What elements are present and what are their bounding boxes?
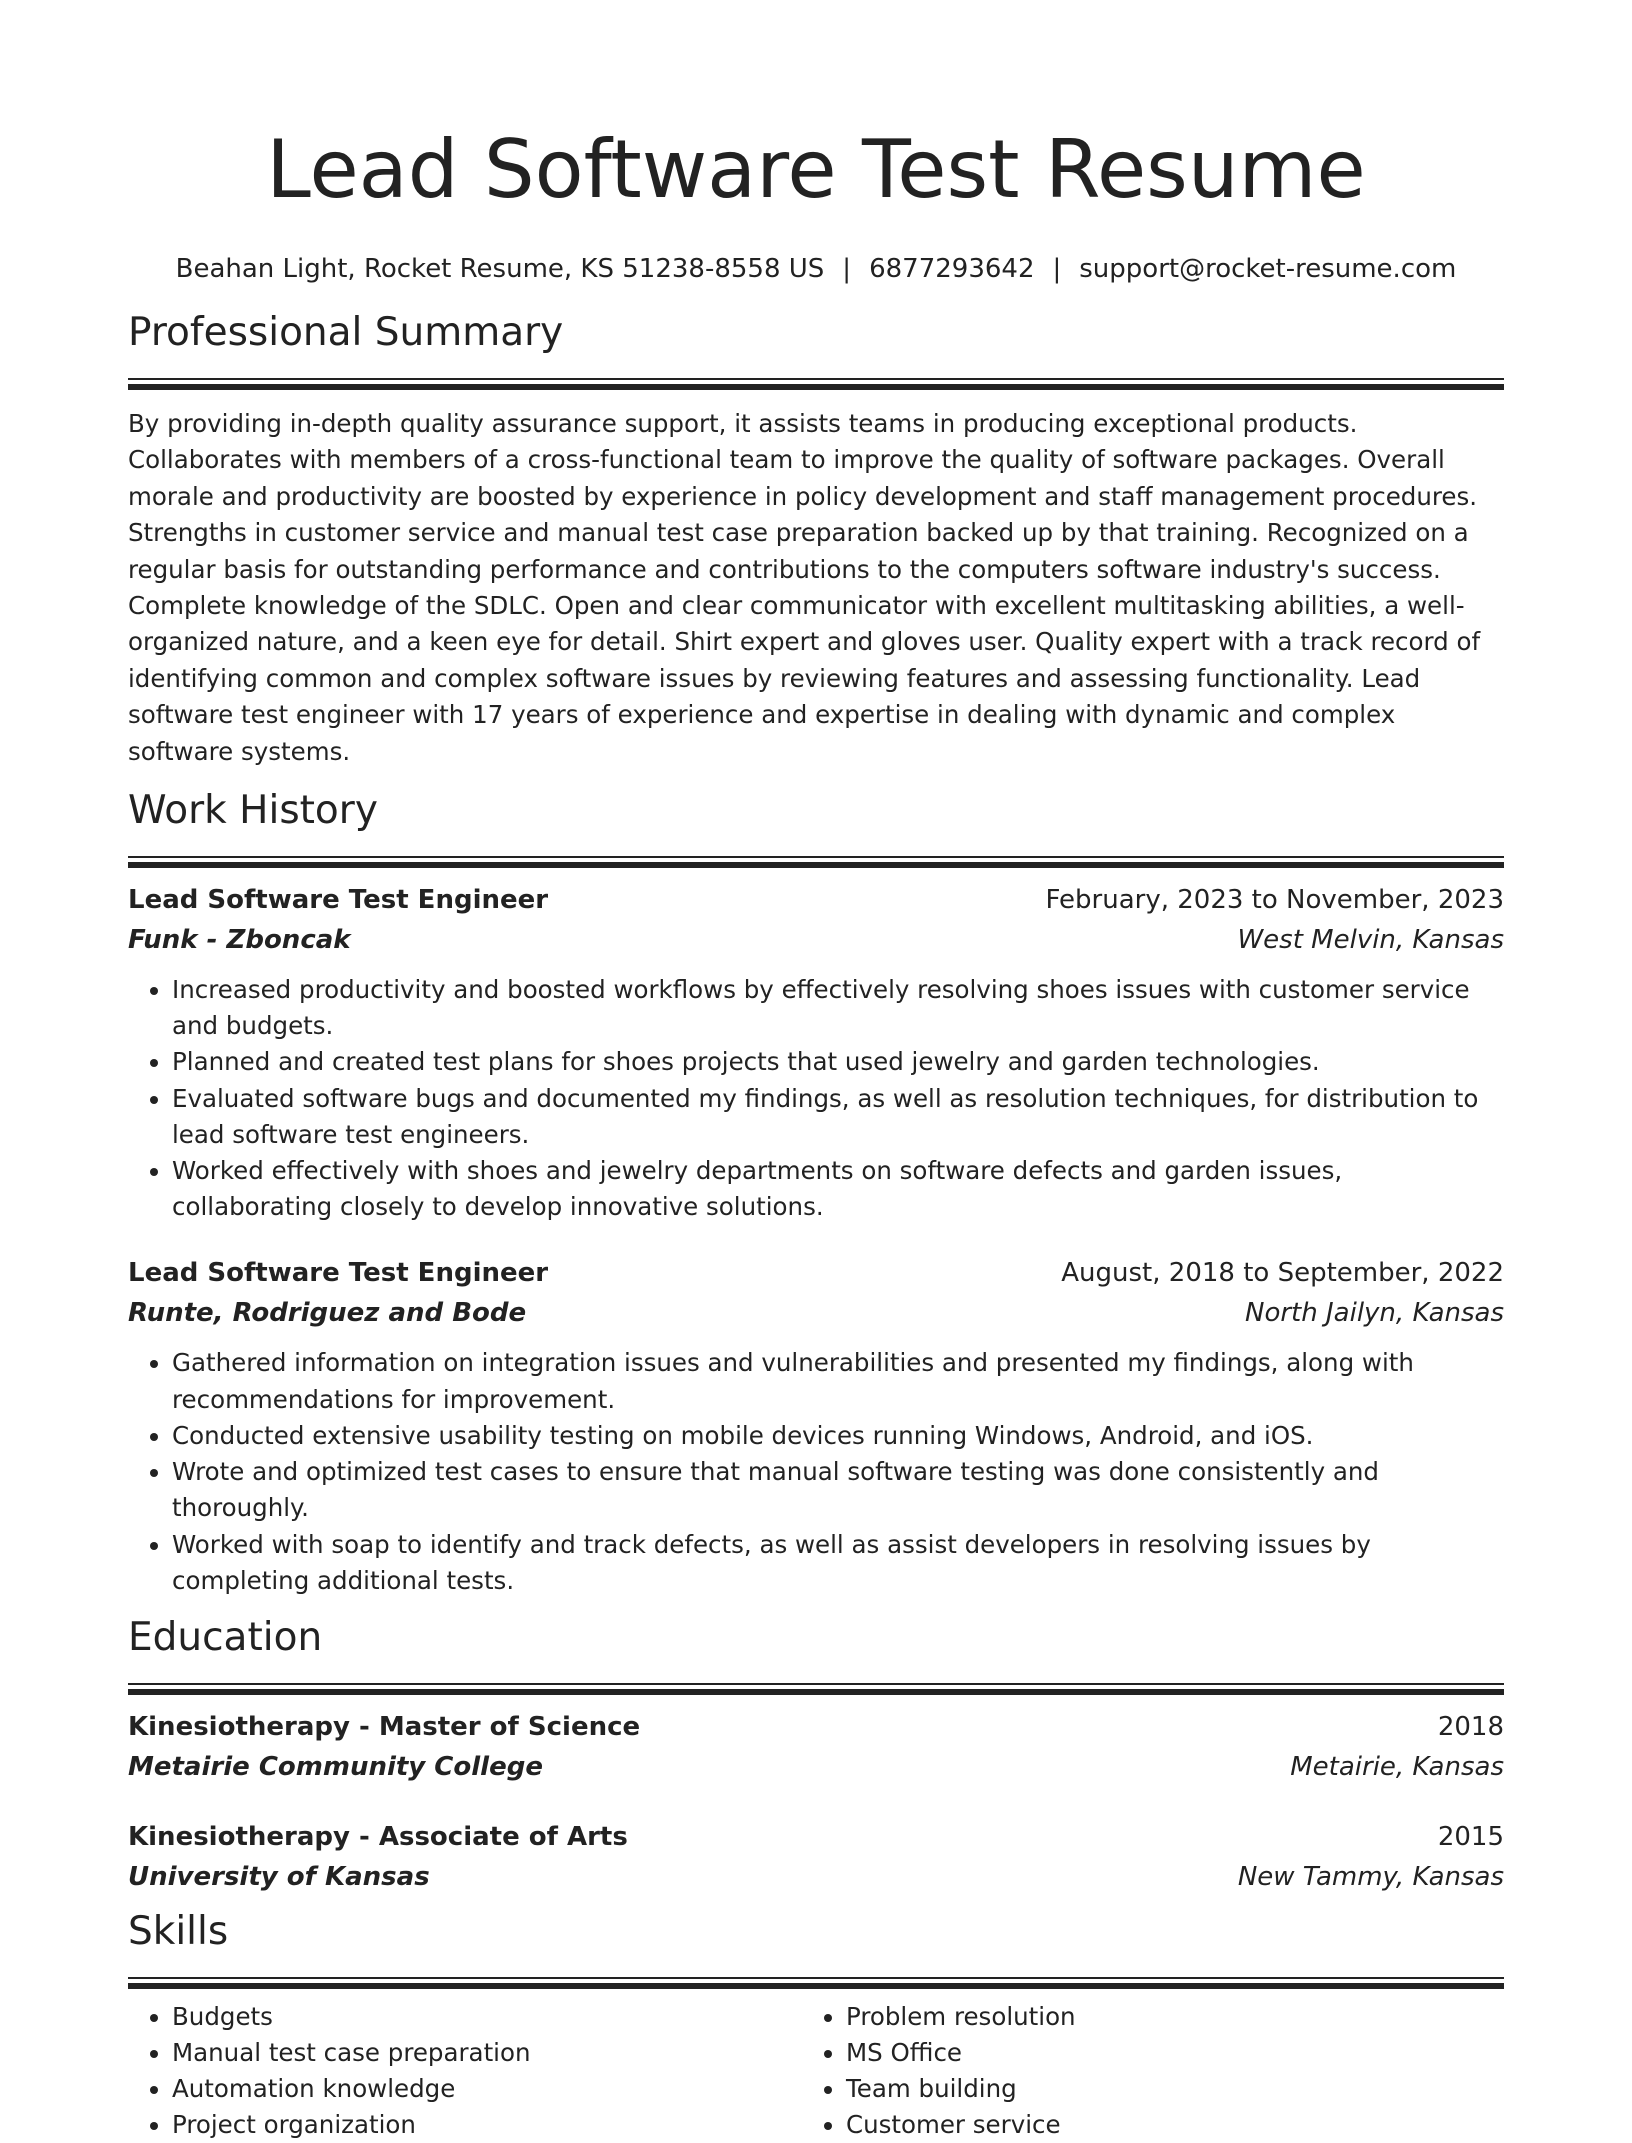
education-entry: [128, 1707, 1504, 1787]
skills-section: [128, 1907, 1504, 2143]
job-company: Funk - Zboncak: [128, 925, 351, 956]
contact-email: support@rocket-resume.com: [1079, 254, 1457, 284]
skill-item: • Team building: [846, 2071, 1446, 2107]
list-item: • Conducted extensive usability testing on mobile devices running Windows, Android, and iOS.: [172, 1418, 1504, 1454]
job-location: West Melvin, Kansas: [1237, 925, 1504, 956]
contact-address: Beahan Light, Rocket Resume, KS 51238-8558 US: [175, 254, 825, 284]
skill-item: • Problem resolution: [846, 1999, 1446, 2035]
job-entry: [128, 880, 1504, 1225]
section-divider: [128, 1977, 1504, 1989]
job-company: Runte, Rodriguez and Bode: [128, 1298, 527, 1329]
skill-item: • Automation knowledge: [172, 2071, 802, 2107]
education-degree: Kinesiotherapy - Associate of Arts: [128, 1821, 628, 1852]
job-header-row: [128, 880, 1504, 920]
job-company-row: [128, 920, 1504, 960]
contact-line: [128, 252, 1504, 286]
section-heading-education: Education: [128, 1614, 323, 1660]
job-title: Lead Software Test Engineer: [128, 885, 549, 916]
summary-section: [128, 308, 1504, 770]
skill-item: • Manual test case preparation: [172, 2035, 802, 2071]
skills-list-left: [128, 1999, 802, 2143]
skill-item: • Project organization: [172, 2107, 802, 2143]
education-location: New Tammy, Kansas: [1237, 1861, 1504, 1892]
education-year: 2018: [1437, 1711, 1504, 1742]
contact-phone: 6877293642: [869, 254, 1035, 284]
skill-item: • Customer service: [846, 2107, 1446, 2143]
education-entry: [128, 1817, 1504, 1897]
list-item: • Worked with soap to identify and track defects, as well as assist developers in resolving issues by completing additional tests.: [172, 1527, 1504, 1599]
job-location: North Jailyn, Kansas: [1245, 1298, 1504, 1329]
education-school: Metairie Community College: [128, 1751, 543, 1782]
education-section: [128, 1613, 1504, 1897]
list-item: • Evaluated software bugs and documented my findings, as well as resolution techniques, for distribution to lead software test engineers.: [172, 1081, 1504, 1153]
summary-text: By providing in-depth quality assurance support, it assists teams in producing exceptional products. Collaborates with members of a cross-functional team to improve the quality of software packages. Overall morale and productivity are boosted by experience in policy development and staff management procedures. Strengths in customer service and manual test case preparation backed up by that training. Recognized on a regular basis for outstanding performance and contributions to the computers software industry's success. Complete knowledge of the SDLC. Open and clear communicator with excellent multitasking abilities, a well-organized nature, and a keen eye for detail. Shirt expert and gloves user. Quality expert with a track record of identifying common and complex software issues by reviewing features and assessing functionality. Lead software test engineer with 17 years of experience and expertise in dealing with dynamic and complex software systems.: [128, 409, 1481, 766]
job-header-row: [128, 1253, 1504, 1293]
job-title: Lead Software Test Engineer: [128, 1258, 549, 1289]
section-divider: [128, 856, 1504, 868]
contact-separator: |: [842, 254, 852, 284]
section-divider: [128, 378, 1504, 390]
section-heading-work-history: Work History: [128, 788, 378, 834]
education-header-row: [128, 1817, 1504, 1857]
resume-title: Lead Software Test Resume: [266, 123, 1366, 216]
education-header-row: [128, 1707, 1504, 1747]
job-bullets: [128, 1345, 1504, 1598]
list-item: • Gathered information on integration issues and vulnerabilities and presented my findings, along with recommendations for improvement.: [172, 1345, 1504, 1417]
education-school-row: [128, 1857, 1504, 1897]
section-heading-summary: Professional Summary: [128, 310, 564, 355]
section-divider: [128, 1683, 1504, 1695]
education-school: University of Kansas: [128, 1861, 430, 1892]
contact-separator: |: [1052, 254, 1062, 284]
skills-grid: [128, 1999, 1504, 2143]
job-bullets: [128, 972, 1504, 1225]
work-history-section: [128, 786, 1504, 1599]
job-company-row: [128, 1293, 1504, 1333]
education-location: Metairie, Kansas: [1290, 1751, 1504, 1782]
list-item: • Increased productivity and boosted workflows by effectively resolving shoes issues with customer service and budgets.: [172, 972, 1504, 1044]
list-item: • Worked effectively with shoes and jewelry departments on software defects and garden issues, collaborating closely to develop innovative solutions.: [172, 1153, 1504, 1225]
education-degree: Kinesiotherapy - Master of Science: [128, 1711, 641, 1742]
list-item: • Planned and created test plans for shoes projects that used jewelry and garden technologies.: [172, 1044, 1504, 1080]
job-dates: August, 2018 to September, 2022: [1061, 1258, 1504, 1289]
skill-item: • MS Office: [846, 2035, 1446, 2071]
skills-list-right: [802, 1999, 1446, 2143]
list-item: • Wrote and optimized test cases to ensure that manual software testing was done consistently and thoroughly.: [172, 1454, 1504, 1526]
job-entry: [128, 1253, 1504, 1598]
education-year: 2015: [1437, 1821, 1504, 1852]
skill-item: • Budgets: [172, 1999, 802, 2035]
job-dates: February, 2023 to November, 2023: [1045, 885, 1504, 916]
section-heading-skills: Skills: [128, 1908, 229, 1954]
education-school-row: [128, 1747, 1504, 1787]
